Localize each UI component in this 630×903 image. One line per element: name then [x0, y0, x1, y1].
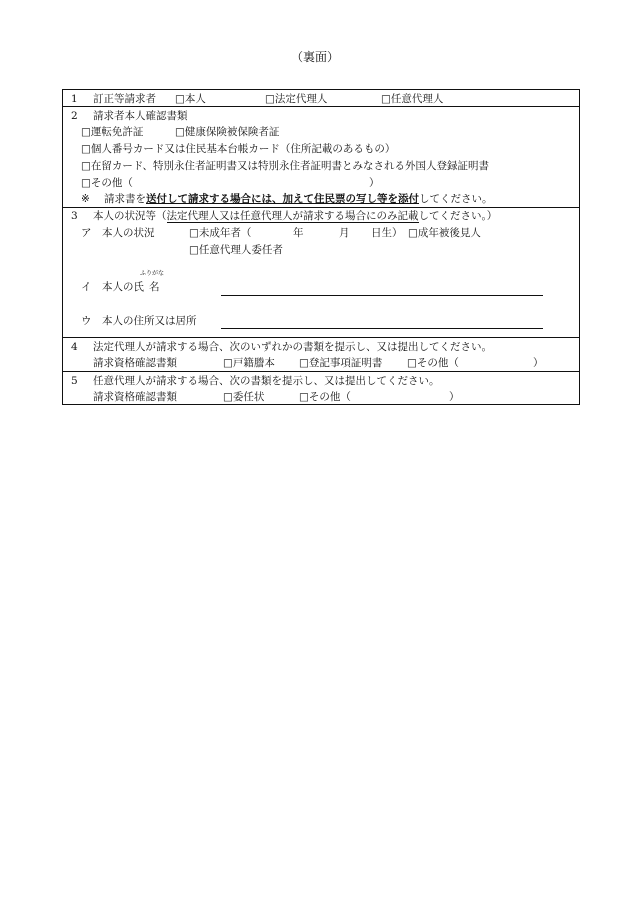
section1-number: 1	[71, 93, 78, 105]
delegator-checkbox[interactable]: □任意代理人委任者	[189, 244, 283, 256]
legal-agent-doc-label: 請求資格確認書類	[93, 357, 177, 369]
divider	[63, 106, 579, 107]
requester-legal-agent-checkbox[interactable]: □法定代理人	[265, 93, 328, 105]
requester-voluntary-agent-checkbox[interactable]: □任意代理人	[381, 93, 444, 105]
birth-year-label: 年	[293, 227, 304, 239]
drivers-license-checkbox[interactable]: □運転免許証	[81, 126, 144, 138]
section3-number: 3	[71, 210, 78, 222]
legal-agent-other-close: ）	[533, 357, 544, 369]
legal-agent-heading: 法定代理人が請求する場合、次のいずれかの書類を提示し、又は提出してください。	[93, 341, 492, 353]
other-doc-close: ）	[369, 177, 380, 189]
voluntary-agent-other-close: ）	[449, 391, 460, 403]
birth-day-label: 日生）	[371, 227, 403, 239]
divider	[63, 337, 579, 338]
page-title: （裏面）	[290, 50, 339, 64]
subject-address-label: ウ 本人の住所又は居所	[81, 315, 197, 327]
voluntary-agent-other-checkbox[interactable]: □その他（	[299, 391, 351, 403]
adult-ward-checkbox[interactable]: □成年被後見人	[408, 227, 481, 239]
subject-address-field[interactable]	[221, 328, 543, 329]
furigana-label: ふりがな	[140, 270, 165, 277]
subject-name-field[interactable]	[221, 295, 543, 296]
section5-number: 5	[71, 375, 78, 387]
form-table	[62, 89, 580, 405]
requester-self-checkbox[interactable]: □本人	[175, 93, 206, 105]
birth-month-label: 月	[339, 227, 350, 239]
mail-note: 請求書を送付して請求する場合には、加えて住民票の写し等を添付してください。	[104, 193, 493, 205]
note-mark: ※	[81, 193, 90, 205]
identity-docs-heading: 請求者本人確認書類	[93, 110, 188, 122]
subject-name-label: イ 本人の氏 名	[81, 281, 160, 293]
health-insurance-checkbox[interactable]: □健康保険被保険者証	[175, 126, 280, 138]
voluntary-agent-heading: 任意代理人が請求する場合、次の書類を提示し、又は提出してください。	[93, 375, 440, 387]
requester-label: 訂正等請求者	[93, 93, 156, 105]
minor-checkbox[interactable]: □未成年者（	[189, 227, 252, 239]
my-number-card-checkbox[interactable]: □個人番号カード又は住民基本台帳カード（住所記載のあるもの）	[81, 143, 396, 155]
residence-card-checkbox[interactable]: □在留カード、特別永住者証明書又は特別永住者証明書とみなされる外国人登録証明書	[81, 160, 489, 172]
power-of-attorney-checkbox[interactable]: □委任状	[223, 391, 265, 403]
other-doc-checkbox[interactable]: □その他（	[81, 177, 133, 189]
subject-status-heading: 本人の状況等（法定代理人又は任意代理人が請求する場合にのみ記載してください。）	[93, 210, 498, 222]
divider	[63, 207, 579, 208]
legal-agent-other-checkbox[interactable]: □その他（	[407, 357, 459, 369]
voluntary-agent-doc-label: 請求資格確認書類	[93, 391, 177, 403]
section4-number: 4	[71, 341, 78, 353]
section2-number: 2	[71, 110, 78, 122]
family-register-checkbox[interactable]: □戸籍謄本	[223, 357, 275, 369]
registry-certificate-checkbox[interactable]: □登記事項証明書	[299, 357, 383, 369]
divider	[63, 371, 579, 372]
subject-status-label: ア 本人の状況	[81, 227, 155, 239]
